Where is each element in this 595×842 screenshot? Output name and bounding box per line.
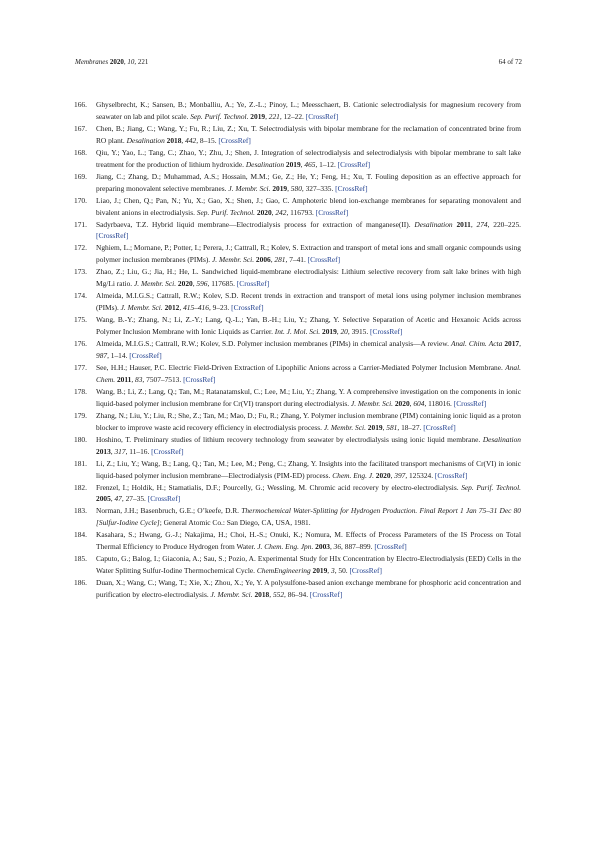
reference-text: , 7–41. [285, 255, 308, 265]
reference-text: , 1–12. [315, 159, 338, 169]
reference-text: , [390, 470, 395, 480]
reference-number: 170. [74, 195, 87, 205]
reference-year: 2020 [256, 207, 272, 217]
reference-number: 176. [74, 339, 87, 349]
reference-italic-text: Anal. Chem. [96, 362, 521, 384]
reference-number: 174. [74, 291, 87, 301]
reference-item [76, 242, 521, 266]
reference-text: Ghyselbrecht, K.; Sansen, B.; Monballiu, A.; Ye, Z.-L.; Pinoy, L.; Meesschaert, B. Cationic selectrodialysis for magnesium recovery from seawater on lab and pilot scale. [96, 100, 521, 121]
crossref-link[interactable]: [CrossRef] [370, 327, 403, 337]
reference-number: 171. [74, 219, 87, 229]
reference-text: , [287, 183, 291, 193]
crossref-link[interactable]: [CrossRef] [434, 470, 468, 480]
reference-italic-text: 3 [330, 566, 335, 576]
reference-text: Jiang, C.; Zhang, D.; Muhammad, A.S.; Hossain, M.M.; Ge, Z.; He, Y.; Feng, H.; Xu, T. Fouling deposition as an effective approach for preparing monovalent selective membranes. [96, 171, 521, 193]
reference-text: , [470, 219, 477, 229]
reference-item [76, 266, 521, 290]
crossref-link[interactable]: [CrossRef] [423, 422, 456, 432]
reference-text: Almeida, M.I.G.S.; Cattrall, R.W.; Kolev, S.D. Polymer inclusion membranes (PIMs) in chemical analysis—A review. [96, 339, 452, 349]
reference-italic-text: J. Membr. Sci. [323, 422, 366, 432]
reference-text: Kasahara, S.; Hwang, G.-J.; Nakajima, H.; Choi, H.-S.; Onuki, K.; Nomura, M. Effects of Process Parameters of the IS Process on Total Thermal Efficiency to Produce Hydrogen from Water. [96, 530, 521, 552]
reference-text: , 8–15. [196, 135, 219, 145]
reference-text: , [179, 303, 184, 313]
reference-italic-text: Int. J. Mol. Sci. [274, 327, 321, 337]
reference-text: Qiu, Y.; Yao, L.; Tang, C.; Zhao, Y.; Zhu, J.; Shen, J. Integration of selectrodialysis and selectrodialysis with bipolar membrane to salt lake treatment for the production of lithium hydroxide. [96, 147, 521, 169]
reference-text: , 220–225. [487, 219, 521, 229]
reference-italic-text: J. Membr. Sci. [228, 183, 271, 193]
reference-text: , 18–27. [397, 422, 424, 432]
reference-italic-text: J. Chem. Eng. Jpn. [257, 542, 314, 552]
reference-item [76, 219, 521, 243]
reference-number: 167. [74, 123, 87, 133]
crossref-link[interactable]: [CrossRef] [231, 303, 264, 313]
reference-text: , [192, 279, 197, 289]
reference-year: 2018 [254, 590, 270, 600]
reference-text: , 3915. [347, 327, 371, 337]
reference-italic-text: Desalination [414, 219, 453, 229]
reference-text: , [327, 566, 331, 576]
reference-item [76, 195, 521, 219]
crossref-link[interactable]: [CrossRef] [151, 446, 184, 456]
reference-year: 2020 [177, 279, 193, 289]
page-number: 64 of 72 [498, 58, 522, 66]
reference-text: Duan, X.; Wang, C.; Wang, T.; Xie, X.; Zhou, X.; Ye, Y. A polysulfone-based anion exchange membrane for phosphoric acid concentration and purification by electro-electrodialysis. [96, 578, 521, 600]
journal-name: Membranes [75, 58, 109, 66]
reference-item [76, 290, 521, 314]
reference-text: , 1–14. [107, 351, 130, 361]
reference-italic-text: J. Membr. Sci. [350, 398, 393, 408]
reference-year: 2019 [322, 327, 337, 337]
reference-number: 184. [74, 530, 87, 540]
reference-year: 2011 [456, 219, 471, 229]
reference-text: , [300, 159, 305, 169]
reference-text: , 118016. [424, 398, 454, 408]
crossref-link[interactable]: [CrossRef] [349, 566, 382, 576]
reference-text: Liao, J.; Chen, Q.; Pan, N.; Yu, X.; Gao, X.; Shen, J.; Gao, C. Amphoteric blend ion-exchange membranes for separating monovalent and bivalent anions in electrodialysis. [96, 195, 521, 217]
reference-year: 2018 [166, 135, 182, 145]
reference-text: Frenzel, I.; Holdik, H.; Stamatialis, D.F.; Pourcelly, G.; Wessling, M. Chromic acid recovery by electro-electrodialysis. [96, 482, 462, 492]
reference-italic-text: 36 [333, 542, 342, 552]
reference-text: , 27–35. [121, 494, 148, 504]
reference-text: , [265, 111, 269, 121]
reference-number: 169. [74, 171, 87, 181]
reference-number: 177. [74, 362, 87, 372]
reference-item [76, 99, 521, 123]
reference-italic-text: Anal. Chim. Acta [451, 339, 503, 349]
crossref-link[interactable]: [CrossRef] [96, 231, 129, 241]
reference-italic-text: 317 [114, 446, 126, 456]
crossref-link[interactable]: [CrossRef] [305, 111, 339, 121]
reference-italic-text: Sep. Purif. Technol. [196, 207, 256, 217]
reference-text: ; General Atomic Co.: San Diego, CA, USA, 1981. [159, 518, 311, 528]
crossref-link[interactable]: [CrossRef] [309, 590, 343, 600]
reference-text: , [270, 255, 275, 265]
reference-text: , 12–22. [279, 111, 306, 121]
reference-number: 183. [74, 506, 87, 516]
reference-number: 186. [74, 578, 87, 588]
reference-text: Sadyrbaeva, T.Z. Hybrid liquid membrane—Electrodialysis process for extraction of manganese(II). [96, 219, 415, 229]
reference-year: 2019 [312, 566, 328, 576]
reference-text: , 86–94. [284, 590, 310, 600]
reference-number: 168. [74, 147, 87, 157]
reference-text: , [519, 339, 521, 349]
reference-italic-text: 47 [114, 494, 122, 504]
reference-text: Chen, B.; Jiang, C.; Wang, Y.; Fu, R.; Liu, Z.; Xu, T. Selectrodialysis with bipolar membrane for the reclamation of concentrated brine from RO plant. [96, 123, 521, 145]
reference-text: , 887–899. [341, 542, 375, 552]
reference-italic-text: 397 [394, 470, 406, 480]
reference-item [76, 553, 521, 577]
reference-number: 180. [74, 434, 87, 444]
crossref-link[interactable]: [CrossRef] [315, 207, 349, 217]
reference-text: , [336, 327, 341, 337]
reference-item [76, 362, 521, 386]
reference-italic-text: J. Membr. Sci. [211, 255, 255, 265]
reference-text: , [269, 590, 273, 600]
reference-year: 2020 [394, 398, 410, 408]
reference-italic-text: 242 [275, 207, 287, 217]
reference-italic-text: 20 [340, 327, 348, 337]
reference-italic-text: 987 [96, 351, 108, 361]
reference-text: , 116793. [286, 207, 316, 217]
reference-italic-text: 552 [272, 590, 285, 600]
reference-text: Wang, B.-Y.; Zhang, N.; Li, Z.-Y.; Lang, Q.-L.; Yan, B.-H.; Liu, Y.; Zhang, Y. Selective Separation of Acetic and Hexanoic Acids across Polymer Inclusion Membrane with Ionic Liquids as Carrier. [96, 315, 521, 337]
reference-number: 181. [74, 458, 87, 468]
reference-italic-text: 415–416 [183, 303, 209, 313]
reference-item [76, 410, 521, 434]
reference-italic-text: J. Membr. Sci. [210, 590, 253, 600]
reference-text: Nghiem, L.; Mornane, P.; Potter, I.; Perera, J.; Cattrall, R.; Kolev, S. Extraction and transport of metal ions and small organic compounds using polymer inclusion membranes (PIMs). [96, 243, 521, 265]
reference-text: , [110, 494, 115, 504]
reference-text: , 125324. [405, 470, 435, 480]
crossref-link[interactable]: [CrossRef] [236, 279, 270, 289]
reference-text: Zhang, N.; Liu, Y.; Liu, R.; She, Z.; Tan, M.; Mao, D.; Fu, R.; Zhang, Y. Polymer inclusion membrane (PIM) containing ionic liquid as a proton blocker to improve waste acid recovery efficiency in electrodialysis process. [96, 410, 521, 432]
reference-text: Li, Z.; Liu, Y.; Wang, B.; Lang, Q.; Tan, M.; Lee, M.; Peng, C.; Zhang, Y. Insights into the facilitated transport mechanisms of Cr(VI) in ionic liquid-based polymer inclusion membrane—Electrodialysis (PIM-ED) process. [96, 458, 521, 480]
reference-italic-text: J. Membr. Sci. [133, 279, 177, 289]
reference-item [76, 386, 521, 410]
reference-italic-text: J. Membr. Sci. [120, 303, 163, 313]
reference-italic-text: Sep. Purif. Technol. [190, 111, 249, 121]
reference-number: 185. [74, 554, 87, 564]
reference-text: See, H.H.; Hauser, P.C. Electric Field-Driven Extraction of Lipophilic Anions across a Carrier-Mediated Polymer Inclusion Membrane. [96, 362, 506, 372]
reference-italic-text: 581 [386, 422, 398, 432]
reference-italic-text: Desalination [482, 434, 521, 444]
reference-year: 2017 [504, 339, 520, 349]
article-number: 221 [137, 58, 149, 66]
reference-italic-text: 442 [185, 135, 197, 145]
reference-italic-text: Thermochemical Water-Splitting for Hydrogen Production. Final Report 1 Jan 75–31 Dec 80 [Sulfur-Iodine Cycle] [96, 506, 521, 528]
reference-year: 2019 [285, 159, 301, 169]
reference-text: , [110, 446, 115, 456]
reference-italic-text: 580 [290, 183, 302, 193]
reference-italic-text: 281 [274, 255, 286, 265]
reference-year: 2019 [367, 422, 383, 432]
reference-number: 175. [74, 315, 87, 325]
reference-text: , [382, 422, 387, 432]
reference-item [76, 123, 521, 147]
reference-text: , 9–23. [208, 303, 232, 313]
reference-italic-text: Chem. Eng. J. [332, 470, 374, 480]
journal-year: 2020 [109, 58, 124, 66]
reference-number: 182. [74, 482, 87, 492]
reference-item [76, 482, 521, 506]
crossref-link[interactable]: [CrossRef] [129, 351, 162, 361]
reference-number: 172. [74, 243, 87, 253]
reference-italic-text: 465 [304, 159, 316, 169]
reference-italic-text: 596 [196, 279, 208, 289]
reference-italic-text: Desalination [245, 159, 285, 169]
reference-text: , 50. [334, 566, 350, 576]
reference-number: 179. [74, 410, 87, 420]
crossref-link[interactable]: [CrossRef] [337, 159, 371, 169]
reference-item [76, 458, 521, 482]
reference-text: , 7507–7513. [142, 374, 184, 384]
reference-text: Caputo, G.; Balog, I.; Giaconia, A.; Sau, S.; Pozio, A. Experimental Study for HIx Concentration by Electro-Electrodialysis (EED) Cells in the Water Splitting Sulfur-Iodine Thermochemical Cycle. [96, 554, 521, 576]
reference-text: Almeida, M.I.G.S.; Cattrall, R.W.; Kolev, S.D. Recent trends in extraction and transport of metal ions using polymer inclusion membranes (PIMs). [96, 291, 521, 313]
reference-text: , 11–16. [125, 446, 152, 456]
reference-italic-text: ChemEngineering [256, 566, 311, 576]
reference-item [76, 314, 521, 338]
reference-item [76, 147, 521, 171]
reference-text: , [329, 542, 334, 552]
reference-text: , [409, 398, 414, 408]
reference-item [76, 505, 521, 529]
reference-item [76, 171, 521, 195]
reference-number: 166. [74, 100, 87, 109]
reference-year: 2003 [315, 542, 330, 552]
reference-number: 178. [74, 386, 87, 396]
crossref-link[interactable]: [CrossRef] [307, 255, 341, 265]
reference-year: 2020 [375, 470, 391, 480]
reference-italic-text: Desalination [126, 135, 165, 145]
reference-year: 2006 [255, 255, 271, 265]
reference-text: , [181, 135, 186, 145]
reference-year: 2011 [116, 374, 132, 384]
journal-citation: Membranes 2020, 10, 221 [75, 58, 149, 66]
reference-text: , 117685. [207, 279, 237, 289]
reference-item [76, 434, 521, 458]
journal-volume: 10 [127, 58, 135, 66]
reference-italic-text: 221 [268, 111, 280, 121]
reference-text: , 327–335. [301, 183, 336, 193]
crossref-link[interactable]: [CrossRef] [453, 398, 487, 408]
reference-italic-text: 274 [476, 219, 488, 229]
reference-text: , [131, 374, 136, 384]
crossref-link[interactable]: [CrossRef] [374, 542, 407, 552]
page-header [75, 57, 522, 67]
reference-text: , [271, 207, 276, 217]
reference-text: Norman, J.H.; Basenbruch, G.E.; O’keefe, D.R. [96, 506, 242, 516]
reference-text: Zhao, Z.; Liu, G.; Jia, H.; He, L. Sandwiched liquid-membrane electrodialysis: Lithium selective recovery from salt lake brines with high Mg/Li ratio. [96, 267, 521, 289]
reference-item [76, 577, 521, 601]
crossref-link[interactable]: [CrossRef] [183, 374, 216, 384]
reference-year: 2005 [96, 494, 111, 504]
crossref-link[interactable]: [CrossRef] [147, 494, 181, 504]
reference-text: Wang, B.; Li, Z.; Lang, Q.; Tan, M.; Ratanatamskul, C.; Lee, M.; Liu, Y.; Zhang, Y. A comprehensive investigation on the components in ionic liquid-based polymer inclusion membrane for Cr(VI) transport during electrodialysis. [96, 386, 521, 408]
reference-item [76, 529, 521, 553]
crossref-link[interactable]: [CrossRef] [218, 135, 251, 145]
reference-italic-text: 83 [135, 374, 143, 384]
reference-number: 173. [74, 267, 87, 277]
reference-year: 2013 [96, 446, 111, 456]
reference-year: 2019 [272, 183, 288, 193]
reference-italic-text: Sep. Purif. Technol. [461, 482, 521, 492]
reference-text: Hoshino, T. Preliminary studies of lithium recovery technology from seawater by electrodialysis using ionic liquid membrane. [96, 434, 483, 444]
reference-list [76, 99, 521, 601]
crossref-link[interactable]: [CrossRef] [335, 183, 368, 193]
reference-italic-text: 604 [413, 398, 425, 408]
reference-item [76, 338, 521, 362]
reference-year: 2019 [250, 111, 266, 121]
reference-year: 2012 [164, 303, 180, 313]
